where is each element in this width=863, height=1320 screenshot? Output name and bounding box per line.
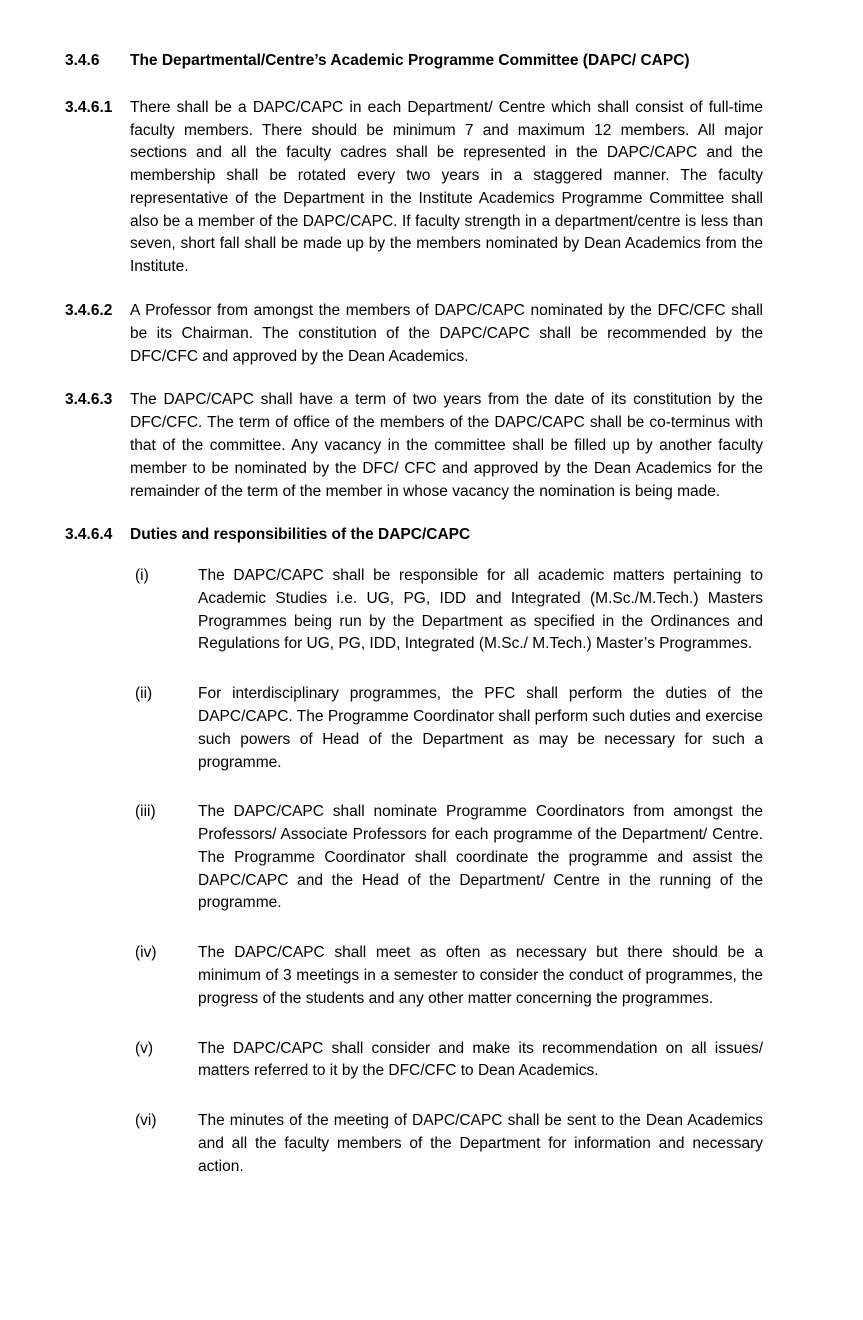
paragraph-number: 3.4.6.2 xyxy=(65,302,113,320)
duty-item-iv xyxy=(135,942,763,1010)
duty-text: The DAPC/CAPC shall consider and make its recommendation on all issues/ matters referred to it by the DFC/CFC to Dean Academics. xyxy=(198,1039,763,1080)
paragraph-text: A Professor from amongst the members of DAPC/CAPC nominated by the DFC/CFC shall be its Chairman. The constitution of the DAPC/CAPC shall be recommended by the DFC/CFC and approved by the Dean Academics. xyxy=(130,302,763,365)
duty-item-iii xyxy=(135,801,763,915)
duty-item-i xyxy=(135,565,763,656)
duty-text: The minutes of the meeting of DAPC/CAPC shall be sent to the Dean Academics and all the faculty members of the Department for information and necessary action. xyxy=(198,1112,763,1175)
duty-text: The DAPC/CAPC shall meet as often as necessary but there should be a minimum of 3 meetings in a semester to consider the conduct of programmes, the progress of the students and any other matter concerning the programmes. xyxy=(198,944,763,1007)
paragraph-number: 3.4.6.3 xyxy=(65,391,113,409)
duty-label: (iii) xyxy=(135,803,156,821)
duty-label: (iv) xyxy=(135,944,157,962)
subsection-number: 3.4.6.4 xyxy=(65,526,113,544)
duty-item-vi xyxy=(135,1110,763,1178)
duty-text: For interdisciplinary programmes, the PFC shall perform the duties of the DAPC/CAPC. The Programme Coordinator shall perform such duties and exercise such powers of Head of the Department as may be necessary for such a programme. xyxy=(198,685,763,771)
duty-label: (i) xyxy=(135,567,149,585)
duty-text: The DAPC/CAPC shall be responsible for all academic matters pertaining to Academic Studies i.e. UG, PG, IDD and Integrated (M.Sc./M.Tech.) Masters Programmes being run by the Department as specified in the Ordinances and Regulations for UG, PG, IDD, Integrated (M.Sc./ M.Tech.) Master’s Programmes. xyxy=(198,567,763,653)
duty-label: (vi) xyxy=(135,1112,157,1130)
paragraph-number: 3.4.6.1 xyxy=(65,98,113,116)
paragraph-3-4-6-1 xyxy=(65,97,763,279)
duty-label: (ii) xyxy=(135,685,153,703)
subsection-heading xyxy=(65,524,763,547)
duty-text: The DAPC/CAPC shall nominate Programme Coordinators from amongst the Professors/ Associate Professors for each programme of the Department/ Centre. The Programme Coordinator shall coordinate the programme and assist the DAPC/CAPC and the Head of the Department/ Centre in the running of the programme. xyxy=(198,803,763,912)
section-heading xyxy=(65,50,763,73)
duty-item-ii xyxy=(135,683,763,774)
paragraph-text: The DAPC/CAPC shall have a term of two years from the date of its constitution by the DFC/CFC. The term of office of the members of the DAPC/CAPC shall be co-terminus with that of the committee. Any vacancy in the committee shall be filled up by another faculty member to be nominated by the DFC/ CFC and approved by the Dean Academics for the remainder of the term of the member in whose vacancy the nomination is being made. xyxy=(130,391,763,500)
duty-label: (v) xyxy=(135,1039,154,1057)
subsection-title: Duties and responsibilities of the DAPC/CAPC xyxy=(130,526,471,544)
section-number: 3.4.6 xyxy=(65,52,100,69)
paragraph-text: There shall be a DAPC/CAPC in each Department/ Centre which shall consist of full-time faculty members. There should be minimum 7 and maximum 12 members. All major sections and all the faculty cadres shall be represented in the DAPC/CAPC and the membership shall be rotated every two years in a staggered manner. The faculty representative of the Department in the Institute Academics Programme Committee shall also be a member of the DAPC/CAPC. If faculty strength in a department/centre is less than seven, short fall shall be made up by the members nominated by Dean Academics from the Institute. xyxy=(130,98,763,276)
paragraph-3-4-6-2 xyxy=(65,300,763,368)
duty-item-v xyxy=(135,1038,763,1084)
paragraph-3-4-6-3 xyxy=(65,389,763,503)
section-title: The Departmental/Centre’s Academic Programme Committee (DAPC/ CAPC) xyxy=(130,52,690,69)
